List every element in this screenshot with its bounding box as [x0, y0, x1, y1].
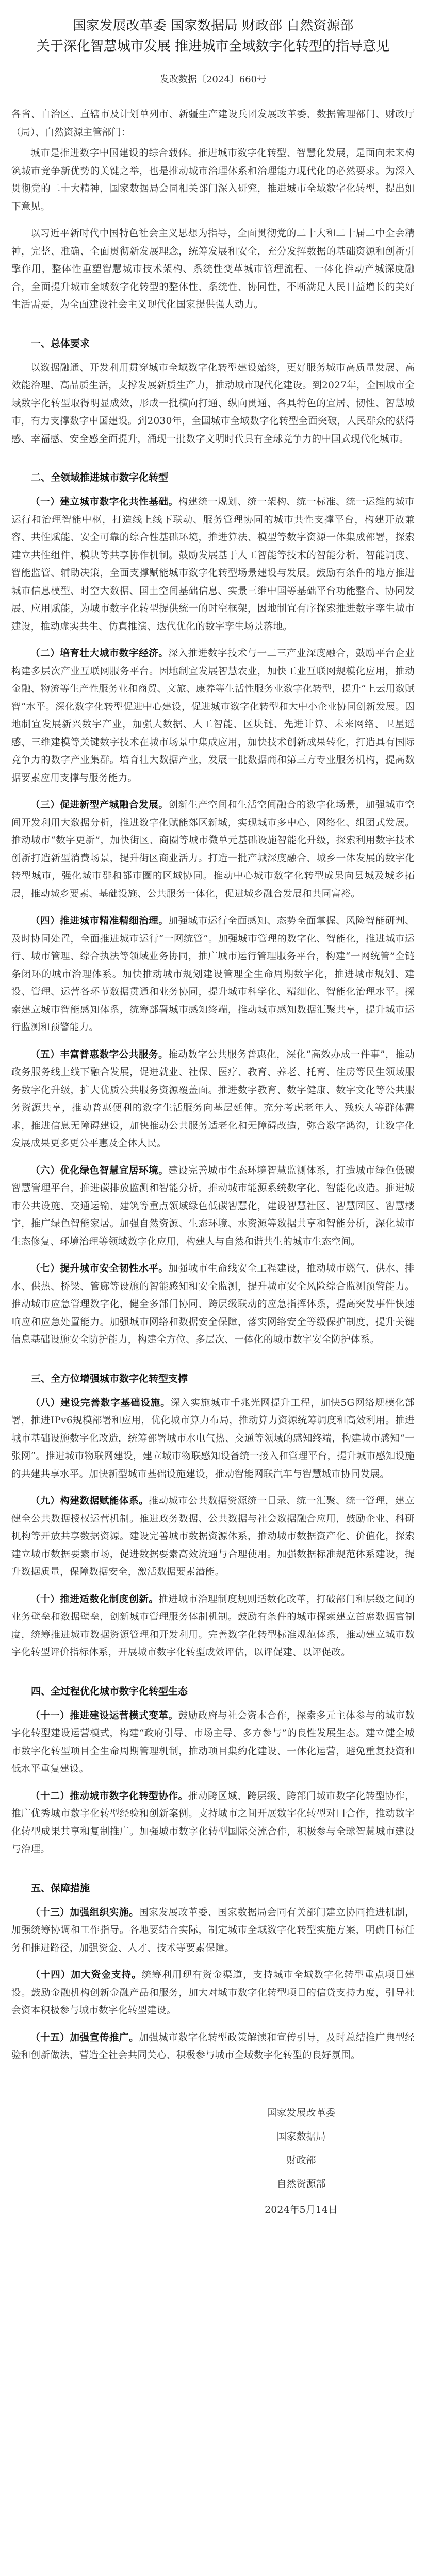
subsection-heading: （十一）推进建设运营模式变革。 — [30, 1710, 178, 1721]
signoff-block — [11, 2101, 415, 2222]
subsection-heading: （三）促进新型产城融合发展。 — [30, 800, 169, 810]
body-paragraph — [11, 1260, 415, 1349]
subsection-heading: （一）建立城市数字化共性基础。 — [30, 497, 178, 507]
section-heading: 二、全领域推进城市数字化转型 — [31, 472, 169, 483]
section-heading: 一、总体要求 — [31, 337, 90, 349]
subsection-text: 加强城市运行全面感知、态势全面掌握、风险智能研判、及时协同处置，全面推进城市运行“一网统管”。加强城市管理的数字化、智能化，推进城市运行、城市管理、综合执法等领域业务协同，推广城市运行管理服务平台，构建“一网统管”全链条闭环的城市治理体系。加快推动城市规划建设管理全生命周期数字化，推进城市规划、建设、管理、运营各环节数据贯通和业务协同，提升城市科学化、精细化、智能化治理水平。探索建立城市智能感知体系，统筹部署城市感知终端，推动城市感知数据汇聚共享，提升城市运行监测和预警能力。 — [11, 916, 415, 1033]
document-title: 关于深化智慧城市发展 推进城市全域数字化转型的指导意见 — [36, 39, 390, 54]
subsection-heading: （六）优化绿色智慧宜居环境。 — [30, 1165, 169, 1176]
body-paragraph — [11, 1788, 415, 1859]
preamble-paragraph: 城市是推进数字中国建设的综合载体。推进城市数字化转型、智慧化发展，是面向未来构筑城市竞争新优势的关键之举，也是推动城市治理体系和治理能力现代化的必然要求。为深入贯彻党的二十大精神，国家数据局会同相关部门深入研究，推进城市全域数字化转型，提出如下意见。 — [11, 148, 415, 212]
subsection-text: 深入推进数字技术与一二三产业深度融合，鼓励平台企业构建多层次产业互联网服务平台。因地制宜发展智慧农业，加快工业互联网规模化应用，推动金融、物流等生产性服务业和商贸、文旅、康养等生活性服务业数字化转型，提升“上云用数赋智”水平。深化数字化转型促进中心建设，促进城市数字化转型和大中小企业协同创新发展。因地制宜发展新兴数字产业，加强大数据、人工智能、区块链、先进计算、未来网络、卫星遥感、三维建模等关键数字技术在城市场景中集成应用，加快技术创新成果转化，打造具有国际竞争力的数字产业集群。培育壮大数据产业，发展一批数据商和第三方专业服务机构，提高数据要素应用支撑与服务能力。 — [11, 648, 415, 784]
subsection-text: 推动跨区域、跨层级、跨部门城市数字化转型协作，推广优秀城市数字化转型经验和创新案例。支持城市之间开展数字化转型对口合作，推动数字化转型成果共享和复制推广。加强城市数字化转型国际交流合作，积极参与全球智慧城市建设与治理。 — [11, 1790, 415, 1855]
subsection-heading: （十四）加大资金支持。 — [30, 1970, 142, 1980]
signoff-org: 财政部 — [286, 2154, 316, 2166]
subsection-heading: （十五）加强宣传推广。 — [30, 2032, 139, 2043]
body-paragraph — [11, 1591, 415, 1662]
subsection-heading: （八）建设完善数字基础设施。 — [30, 1397, 171, 1409]
body-paragraph — [11, 2029, 415, 2065]
signoff-org: 国家数据局 — [276, 2130, 326, 2142]
signoff-date: 2024年5月14日 — [265, 2204, 338, 2215]
document-issuers: 国家发展改革委 国家数据局 财政部 自然资源部 — [72, 18, 354, 33]
subsection-heading: （十三）加强组织实施。 — [30, 1907, 139, 1918]
document-body — [11, 335, 415, 2065]
subsection-heading: （九）构建数据赋能体系。 — [30, 1496, 149, 1506]
subsection-heading: （二）培育壮大城市数字经济。 — [30, 648, 169, 659]
subsection-text: 推动城市公共数据资源统一目录、统一汇聚、统一管理，建立健全公共数据授权运营机制。推进政务数据、公共数据与社会数据融合应用，鼓励企业、科研机构等开放共享数据资源。建设完善城市数据资源体系，推动城市数据资产化、价值化，探索建立城市数据要素市场，促进数据要素高效流通与合理使用。加强数据标准规范体系建设，提升数据质量，保障数据安全，激活数据要素潜能。 — [11, 1496, 415, 1578]
subsection-text: 构建统一规划、统一架构、统一标准、统一运维的城市运行和治理智能中枢，打造线上线下联动、服务管理协同的城市共性支撑平台，构建开放兼容、共性赋能、安全可靠的综合性基础环境，推进算法、模型等数字资源一体集成部署，探索建立共性组件、模块等共享协作机制。鼓励发展基于人工智能等技术的智能分析、智能调度、智能监管、辅助决策，全面支撑赋能城市数字化转型场景建设与发展。鼓励有条件的地方推进城市信息模型、时空大数据、国土空间基础信息、实景三维中国等基础平台功能整合、协同发展、应用赋能，为城市数字化转型提供统一的时空框架，因地制宜有序探索推进数字孪生城市建设，推动虚实共生、仿真推演、迭代优化的数字孪生场景落地。 — [11, 497, 415, 632]
body-paragraph — [11, 1967, 415, 2020]
subsection-text: 推动数字公共服务普惠化，深化“高效办成一件事”，推动政务服务线上线下融合发展，促进就业、社保、医疗、教育、养老、托育、住房等民生领域服务数字化升级，扩大优质公共服务资源覆盖面。推进数字教育、数字健康、数字文化等公共服务资源共享，推动普惠便利的数字生活服务向基层延伸。充分考虑老年人、残疾人等群体需求，推进信息无障碍建设，加快推动公共服务适老化和无障碍改造，弥合数字鸿沟，让数字化发展成果更多更公平惠及全体人民。 — [11, 1049, 415, 1149]
signoff-orgs — [224, 2101, 379, 2196]
document-number: 发改数据〔2024〕660号 — [159, 74, 267, 85]
section-heading: 三、全方位增强城市数字化转型支撑 — [31, 1372, 188, 1384]
subsection-heading: （十）推进适数化制度创新。 — [30, 1594, 159, 1605]
subsection-text: 国家发展改革委、国家数据局会同有关部门建立协同推进机制，加强统筹协调和工作指导。各地要结合实际，制定城市全域数字化转型实施方案，明确目标任务和推进路径，加强资金、人才、技术等要素保障。 — [11, 1907, 415, 1954]
preamble-paragraph: 以习近平新时代中国特色社会主义思想为指导，全面贯彻党的二十大和二十届二中全会精神，完整、准确、全面贯彻新发展理念，统筹发展和安全，充分发挥数据的基础资源和创新引擎作用，整体性重塑智慧城市技术架构、系统性变革城市管理流程、一体化推动产城深度融合，全面提升城市全域数字化转型的整体性、系统性、协同性，不断满足人民日益增长的美好生活需要，为全面建设社会主义现代化国家提供强大动力。 — [11, 228, 415, 310]
subsection-text: 统筹利用现有资金渠道，支持城市全域数字化转型重点项目建设。鼓励金融机构创新金融产品和服务，加大对城市数字化转型项目的信贷支持力度，引导社会资本积极参与城市数字化转型建设。 — [11, 1970, 415, 2016]
subsection-text: 加强城市生命线安全工程建设，推动城市燃气、供水、排水、供热、桥梁、管廊等设施的智能感知和安全监测，提升城市安全风险综合监测预警能力。推动城市应急管理数字化，健全多部门协同、跨层级联动的应急指挥体系，提高突发事件快速响应和应急处置能力。加强城市网络和数据安全保障，落实网络安全等级保护制度，提升关键信息基础设施安全防护能力，构建全方位、多层次、一体化的城市数字安全防护体系。 — [11, 1263, 415, 1345]
subsection-text: 推进城市治理制度规则适数化改革，打破部门和层级之间的业务壁垒和数据壁垒，创新城市管理服务体制机制。鼓励有条件的城市探索建立首席数据官制度，统筹推进城市数据资源管理和开发利用。完善数字化转型标准规范体系，推动建立城市数字化转型评价指标体系，开展城市数字化转型成效评估，以评促建、以评促改。 — [11, 1594, 415, 1658]
body-paragraph — [11, 1046, 415, 1153]
body-paragraph — [11, 1162, 415, 1251]
subsection-text: 建设完善城市生态环境智慧监测体系，打造城市绿色低碳智慧管理平台，推进碳排放监测和智能分析，推动城市能源系统数字化、智能化改造。推进城市公共设施、交通运输、建筑等重点领域绿色低碳智慧化，建设智慧社区、智慧园区、智慧楼宇，推广绿色智能家居。加强自然资源、生态环境、水资源等数据共享和智能分析，深化城市生态修复、环境治理等领域数字化应用，构建人与自然和谐共生的城市生态空间。 — [11, 1165, 415, 1247]
body-paragraph — [11, 1395, 415, 1484]
preamble — [11, 145, 415, 314]
subsection-heading: （五）丰富普惠数字公共服务。 — [30, 1049, 169, 1060]
body-paragraph — [11, 494, 415, 636]
subsection-heading: （四）推进城市精准精细治理。 — [30, 916, 169, 926]
section-heading: 五、保障措施 — [31, 1882, 90, 1894]
body-paragraph — [11, 1904, 415, 1958]
subsection-text: 鼓励政府与社会资本合作，探索多元主体参与的城市数字化转型建设运营模式，构建“政府引导、市场主导、多方参与”的良性发展生态。建立健全城市数字化转型项目全生命周期管理机制，推动项目集约化建设、一体化运营，避免重复投资和低水平重复建设。 — [11, 1710, 415, 1774]
subsection-text: 加强城市数字化转型政策解读和宣传引导，及时总结推广典型经验和创新做法，营造全社会共同关心、积极参与城市全域数字化转型的良好氛围。 — [11, 2032, 415, 2061]
subsection-text: 创新生产空间和生活空间融合的数字化场景，加强城市空间开发利用大数据分析，推进数字化赋能郊区新城，实现城市多中心、网络化、组团式发展。推动城市“数字更新”，加快街区、商圈等城市微单元基础设施智能化升级，探索利用数字技术创新打造新型消费场景，提升街区商业活力。打造一批产城深度融合、城乡一体发展的数字化转型城市，强化城市群和都市圈的区域协同。推动中心城市数字化转型成果向县城及城乡拓展，推动城乡要素、基础设施、公共服务一体化，促进城乡融合发展和共同富裕。 — [11, 800, 415, 900]
body-paragraph: 以数据融通、开发利用贯穿城市全域数字化转型建设始终，更好服务城市高质量发展、高效能治理、高品质生活，支撑发展新质生产力，推动城市现代化建设。到2027年，全国城市全域数字化转型取得明显成效，形成一批横向打通、纵向贯通、各具特色的宜居、韧性、智慧城市，有力支撑数字中国建设。到2030年，全国城市全域数字化转型全面突破，人民群众的获得感、幸福感、安全感全面提升，涌现一批数字文明时代具有全球竞争力的中国式现代化城市。 — [11, 362, 415, 445]
subsection-heading: （七）提升城市安全韧性水平。 — [30, 1263, 169, 1274]
body-paragraph — [11, 912, 415, 1037]
body-paragraph — [11, 645, 415, 787]
section-heading: 四、全过程优化城市数字化转型生态 — [31, 1685, 188, 1697]
body-paragraph — [11, 1707, 415, 1778]
body-paragraph — [11, 1493, 415, 1582]
body-paragraph — [11, 796, 415, 903]
salutation: 各省、自治区、直辖市及计划单列市、新疆生产建设兵团发展改革委、数据管理部门、财政厅（局）、自然资源主管部门： — [11, 109, 415, 138]
subsection-text: 深入实施城市千兆光网提升工程，加快5G网络规模化部署，推进IPv6规模部署和应用，优化城市算力布局，推动算力资源统筹调度和高效利用。推进城市基础设施数字化改造，统筹部署城市水电气热、交通等领域的感知终端，构建城市感知“一张网”。推进城市物联网建设，建立城市物联感知设备统一接入和管理平台，提升城市感知设施的共建共享水平。加快新型城市基础设施建设，推动智能网联汽车与智慧城市协同发展。 — [11, 1397, 415, 1480]
signoff-org: 国家发展改革委 — [267, 2107, 336, 2119]
signoff-org: 自然资源部 — [276, 2178, 326, 2190]
subsection-heading: （十二）推动城市数字化转型协作。 — [30, 1790, 188, 1802]
